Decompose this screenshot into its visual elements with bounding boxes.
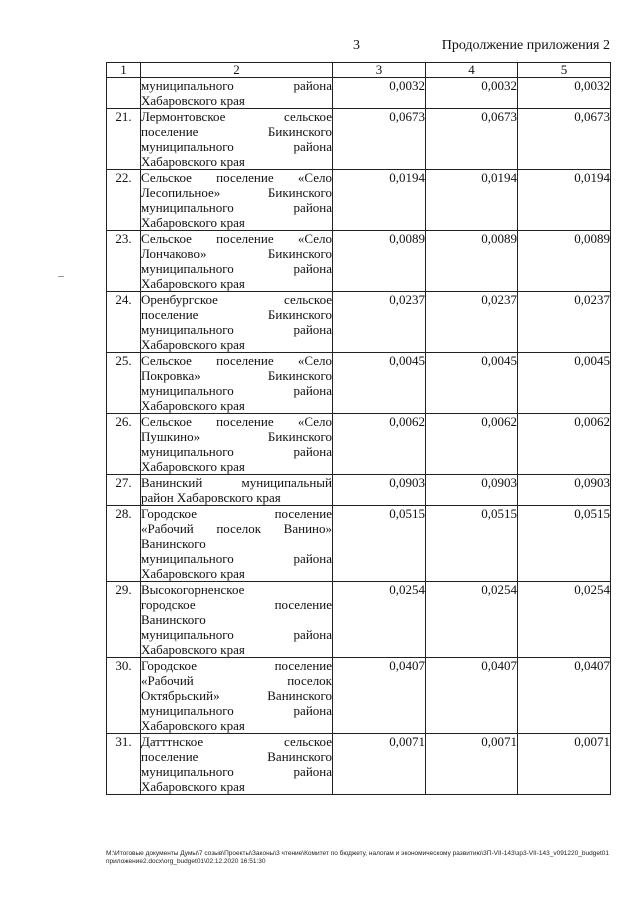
municipality-name-line: Городское поселение xyxy=(141,506,332,521)
table-row xyxy=(107,734,611,795)
row-number: 24. xyxy=(107,292,141,353)
row-number: 22. xyxy=(107,170,141,231)
municipality-name-line: муниципального района xyxy=(141,703,332,718)
table-row xyxy=(107,109,611,170)
municipality-name-line: Сельское поселение «Село xyxy=(141,414,332,429)
value-col-5: 0,0045 xyxy=(518,353,611,414)
value-col-5: 0,0515 xyxy=(518,506,611,582)
municipality-name-line: Ванинский муниципальный xyxy=(141,475,332,490)
value-col-3: 0,0673 xyxy=(333,109,426,170)
municipality-name-line: муниципального района xyxy=(141,627,332,642)
value-col-3: 0,0071 xyxy=(333,734,426,795)
value-col-4: 0,0032 xyxy=(426,78,518,109)
allocation-table xyxy=(106,62,611,795)
municipality-name xyxy=(141,292,333,353)
column-header: 5 xyxy=(518,63,611,78)
municipality-name-line: Хабаровского края xyxy=(141,93,245,108)
table-body xyxy=(107,78,611,795)
value-col-3: 0,0903 xyxy=(333,475,426,506)
municipality-name xyxy=(141,414,333,475)
municipality-name xyxy=(141,231,333,292)
municipality-name-line: поселение Ванинского xyxy=(141,749,332,764)
value-col-5: 0,0089 xyxy=(518,231,611,292)
municipality-name-line: Хабаровского края xyxy=(141,215,245,230)
municipality-name xyxy=(141,658,333,734)
municipality-name-line: Хабаровского края xyxy=(141,398,245,413)
row-number: 25. xyxy=(107,353,141,414)
page-number: 3 xyxy=(353,38,360,53)
file-path-footer: M:\Итоговые документы Думы\7 созыв\Проекты\Законы\3 чтение\Комитет по бюджету, налогам и экономическому развитию\3П-VII-143\зр3-VII-143_v091220_budget01приложение2.docx\org_budget01\02.12.2020 16:51:30 xyxy=(106,850,609,865)
municipality-name-line: муниципального района xyxy=(141,200,332,215)
municipality-name xyxy=(141,582,333,658)
municipality-name xyxy=(141,170,333,231)
value-col-4: 0,0903 xyxy=(426,475,518,506)
value-col-5: 0,0237 xyxy=(518,292,611,353)
column-header: 3 xyxy=(333,63,426,78)
table-row xyxy=(107,353,611,414)
row-number: 23. xyxy=(107,231,141,292)
municipality-name-line: Хабаровского края xyxy=(141,642,245,657)
row-number: 27. xyxy=(107,475,141,506)
table-header-row xyxy=(107,63,611,78)
value-col-4: 0,0062 xyxy=(426,414,518,475)
municipality-name-line: Сельское поселение «Село xyxy=(141,231,332,246)
municipality-name-line: Пушкино» Бикинского xyxy=(141,429,332,444)
municipality-name xyxy=(141,475,333,506)
municipality-name-line: Хабаровского края xyxy=(141,779,245,794)
table-row xyxy=(107,658,611,734)
municipality-name-line: муниципального района xyxy=(141,139,332,154)
column-header: 4 xyxy=(426,63,518,78)
municipality-name-line: Ванинского xyxy=(141,612,206,627)
municipality-name-line: Покровка» Бикинского xyxy=(141,368,332,383)
municipality-name-line: поселение Бикинского xyxy=(141,124,332,139)
table-row xyxy=(107,78,611,109)
municipality-name xyxy=(141,78,333,109)
row-number: 29. xyxy=(107,582,141,658)
municipality-name-line: Хабаровского края xyxy=(141,276,245,291)
municipality-name-line: Сельское поселение «Село xyxy=(141,170,332,185)
value-col-4: 0,0407 xyxy=(426,658,518,734)
row-number: 28. xyxy=(107,506,141,582)
municipality-name-line: городское поселение xyxy=(141,597,332,612)
municipality-name-line: Хабаровского края xyxy=(141,718,245,733)
municipality-name-line: Хабаровского края xyxy=(141,566,245,581)
column-header: 1 xyxy=(107,63,141,78)
municipality-name-line: Датттнское сельское xyxy=(141,734,332,749)
value-col-5: 0,0407 xyxy=(518,658,611,734)
value-col-4: 0,0515 xyxy=(426,506,518,582)
municipality-name-line: Лермонтовское сельское xyxy=(141,109,332,124)
table-row xyxy=(107,506,611,582)
scan-artifact xyxy=(58,276,64,277)
value-col-3: 0,0254 xyxy=(333,582,426,658)
value-col-3: 0,0062 xyxy=(333,414,426,475)
municipality-name-line: Ванинского xyxy=(141,536,206,551)
municipality-name xyxy=(141,734,333,795)
municipality-name xyxy=(141,506,333,582)
municipality-name-line: Хабаровского края xyxy=(141,337,245,352)
municipality-name-line: район Хабаровского края xyxy=(141,490,281,505)
municipality-name-line: Лесопильное» Бикинского xyxy=(141,185,332,200)
row-number xyxy=(107,78,141,109)
value-col-4: 0,0254 xyxy=(426,582,518,658)
municipality-name-line: Лончаково» Бикинского xyxy=(141,246,332,261)
value-col-3: 0,0237 xyxy=(333,292,426,353)
municipality-name-line: «Рабочий поселок xyxy=(141,673,332,688)
municipality-name-line: муниципального района xyxy=(141,764,332,779)
row-number: 30. xyxy=(107,658,141,734)
row-number: 31. xyxy=(107,734,141,795)
value-col-4: 0,0194 xyxy=(426,170,518,231)
value-col-3: 0,0194 xyxy=(333,170,426,231)
municipality-name xyxy=(141,353,333,414)
value-col-5: 0,0194 xyxy=(518,170,611,231)
municipality-name-line: «Рабочий поселок Ванино» xyxy=(141,521,332,536)
municipality-name xyxy=(141,109,333,170)
municipality-name-line: Высокогорненское xyxy=(141,582,245,597)
value-col-3: 0,0045 xyxy=(333,353,426,414)
value-col-4: 0,0089 xyxy=(426,231,518,292)
value-col-3: 0,0089 xyxy=(333,231,426,292)
row-number: 26. xyxy=(107,414,141,475)
table-row xyxy=(107,414,611,475)
table-row xyxy=(107,292,611,353)
value-col-5: 0,0071 xyxy=(518,734,611,795)
municipality-name-line: муниципального района xyxy=(141,551,332,566)
value-col-5: 0,0903 xyxy=(518,475,611,506)
value-col-3: 0,0032 xyxy=(333,78,426,109)
municipality-name-line: поселение Бикинского xyxy=(141,307,332,322)
row-number: 21. xyxy=(107,109,141,170)
value-col-5: 0,0254 xyxy=(518,582,611,658)
municipality-name-line: муниципального района xyxy=(141,322,332,337)
value-col-5: 0,0673 xyxy=(518,109,611,170)
column-header: 2 xyxy=(141,63,333,78)
value-col-4: 0,0071 xyxy=(426,734,518,795)
value-col-3: 0,0515 xyxy=(333,506,426,582)
municipality-name-line: Октябрьский» Ванинского xyxy=(141,688,332,703)
value-col-5: 0,0032 xyxy=(518,78,611,109)
value-col-4: 0,0237 xyxy=(426,292,518,353)
municipality-name-line: Хабаровского края xyxy=(141,459,245,474)
table-row xyxy=(107,475,611,506)
municipality-name-line: муниципального района xyxy=(141,444,332,459)
municipality-name-line: Оренбургское сельское xyxy=(141,292,332,307)
municipality-name-line: Городское поселение xyxy=(141,658,332,673)
municipality-name-line: муниципального района xyxy=(141,261,332,276)
table-row xyxy=(107,582,611,658)
value-col-4: 0,0045 xyxy=(426,353,518,414)
municipality-name-line: Сельское поселение «Село xyxy=(141,353,332,368)
municipality-name-line: муниципального района xyxy=(141,78,332,93)
municipality-name-line: Хабаровского края xyxy=(141,154,245,169)
municipality-name-line: муниципального района xyxy=(141,383,332,398)
value-col-3: 0,0407 xyxy=(333,658,426,734)
value-col-5: 0,0062 xyxy=(518,414,611,475)
table-row xyxy=(107,231,611,292)
table-row xyxy=(107,170,611,231)
continuation-label: Продолжение приложения 2 xyxy=(441,38,610,53)
value-col-4: 0,0673 xyxy=(426,109,518,170)
